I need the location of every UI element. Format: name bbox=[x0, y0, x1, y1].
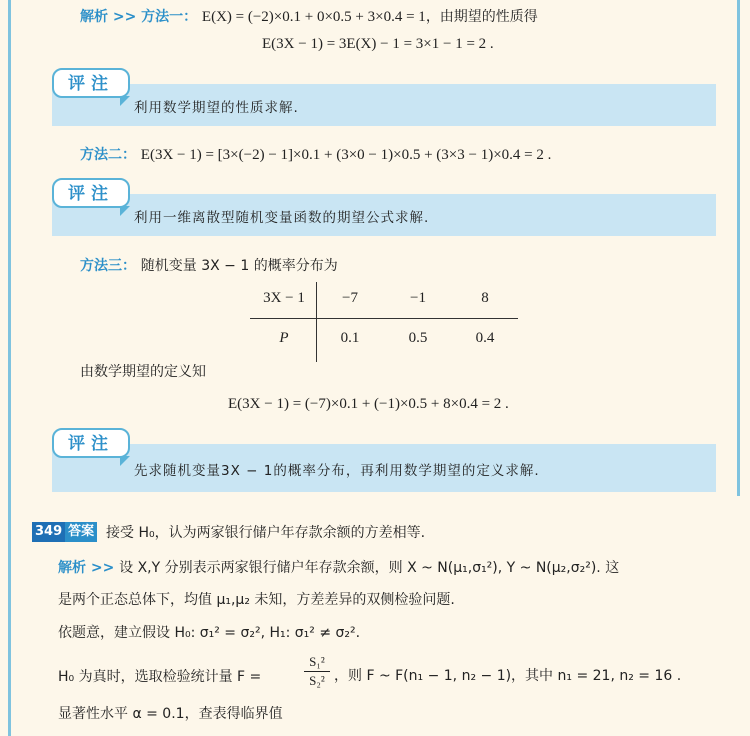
distribution-table bbox=[250, 282, 518, 362]
note-text-2: 利用一维离散型随机变量函数的期望公式求解. bbox=[134, 210, 430, 226]
fraction-bar bbox=[304, 671, 330, 672]
table-hline bbox=[250, 318, 518, 319]
note-box-1 bbox=[52, 84, 716, 126]
method1-label: 方法一： bbox=[141, 9, 198, 25]
method3-text2: 由数学期望的定义知 bbox=[80, 364, 206, 380]
note-text-3: 先求随机变量3X − 1的概率分布，再利用数学期望的定义求解. bbox=[134, 463, 540, 479]
answer-conclusion: 接受 H₀，认为两家银行储户年存款余额的方差相等. bbox=[106, 525, 426, 541]
note-badge-3: 评注 bbox=[52, 428, 130, 458]
note-badge-tail-1 bbox=[120, 96, 130, 106]
note-text-1: 利用数学期望的性质求解. bbox=[134, 100, 299, 116]
answer-tag: 答案 bbox=[65, 522, 97, 542]
note-badge-tail-3 bbox=[120, 456, 130, 466]
method1-line bbox=[80, 6, 538, 27]
table-row-3: 0.4 bbox=[475, 330, 495, 346]
answer-line6: 显著性水平 α = 0.1，查表得临界值 bbox=[58, 706, 283, 722]
note-box-3 bbox=[52, 444, 716, 492]
table-vline bbox=[316, 282, 317, 362]
method3-formula: E(3X − 1) = (−7)×0.1 + (−1)×0.5 + 8×0.4 = 2 . bbox=[228, 396, 509, 412]
answer-number-badge bbox=[32, 522, 97, 542]
method1-formula: E(X) = (−2)×0.1 + 0×0.5 + 3×0.4 = 1 bbox=[201, 9, 426, 25]
table-header-0: 3X − 1 bbox=[263, 290, 305, 306]
answer-line1 bbox=[106, 522, 425, 543]
analysis-label: 解析 >> bbox=[80, 9, 137, 25]
method3-line bbox=[80, 255, 338, 276]
answer-analysis-label: 解析 >> bbox=[58, 560, 115, 576]
note-badge-tail-2 bbox=[120, 206, 130, 216]
answer-line3: 是两个正态总体下，均值 μ₁,μ₂ 未知，方差差异的双侧检验问题. bbox=[58, 592, 455, 608]
method1-text: ，由期望的性质得 bbox=[425, 9, 538, 25]
method2-line bbox=[80, 144, 551, 165]
table-row-1: 0.1 bbox=[340, 330, 360, 346]
table-row-2: 0.5 bbox=[408, 330, 428, 346]
note-badge-1: 评注 bbox=[52, 68, 130, 98]
note-box-2 bbox=[52, 194, 716, 236]
table-header-3: 8 bbox=[481, 290, 489, 306]
right-border bbox=[737, 0, 740, 496]
answer-line2 bbox=[58, 557, 619, 578]
fraction bbox=[304, 654, 330, 689]
method2-label: 方法二： bbox=[80, 147, 136, 163]
table-header-2: −1 bbox=[410, 290, 426, 306]
method3-label: 方法三： bbox=[80, 258, 136, 274]
answer-line5 bbox=[58, 666, 261, 687]
answer-number: 349 bbox=[32, 522, 65, 542]
method1-formula2: E(3X − 1) = 3E(X) − 1 = 3×1 − 1 = 2 . bbox=[262, 36, 494, 52]
note-badge-2: 评注 bbox=[52, 178, 130, 208]
left-border bbox=[8, 0, 11, 736]
method2-formula: E(3X − 1) = [3×(−2) − 1]×0.1 + (3×0 − 1)×0.5 + (3×3 − 1)×0.4 = 2 . bbox=[140, 147, 552, 163]
table-row-0: P bbox=[279, 330, 289, 346]
answer-line5a: H₀ 为真时，选取检验统计量 F = bbox=[58, 669, 262, 685]
method3-text: 随机变量 3X − 1 的概率分布为 bbox=[140, 258, 338, 274]
answer-line5b: ，则 F ~ F(n₁ − 1, n₂ − 1)，其中 n₁ = 21, n₂ = 16 . bbox=[334, 668, 682, 684]
answer-line4: 依题意，建立假设 H₀: σ₁² = σ₂², H₁: σ₁² ≠ σ₂². bbox=[58, 625, 361, 641]
table-header-1: −7 bbox=[342, 290, 358, 306]
answer-line2-text: 设 X,Y 分别表示两家银行储户年存款余额，则 X ~ N(μ₁,σ₁²), Y ~ N(μ₂,σ₂²). 这 bbox=[119, 560, 620, 576]
fraction-denominator: S₂² bbox=[309, 673, 325, 688]
fraction-numerator: S₁² bbox=[309, 654, 325, 669]
